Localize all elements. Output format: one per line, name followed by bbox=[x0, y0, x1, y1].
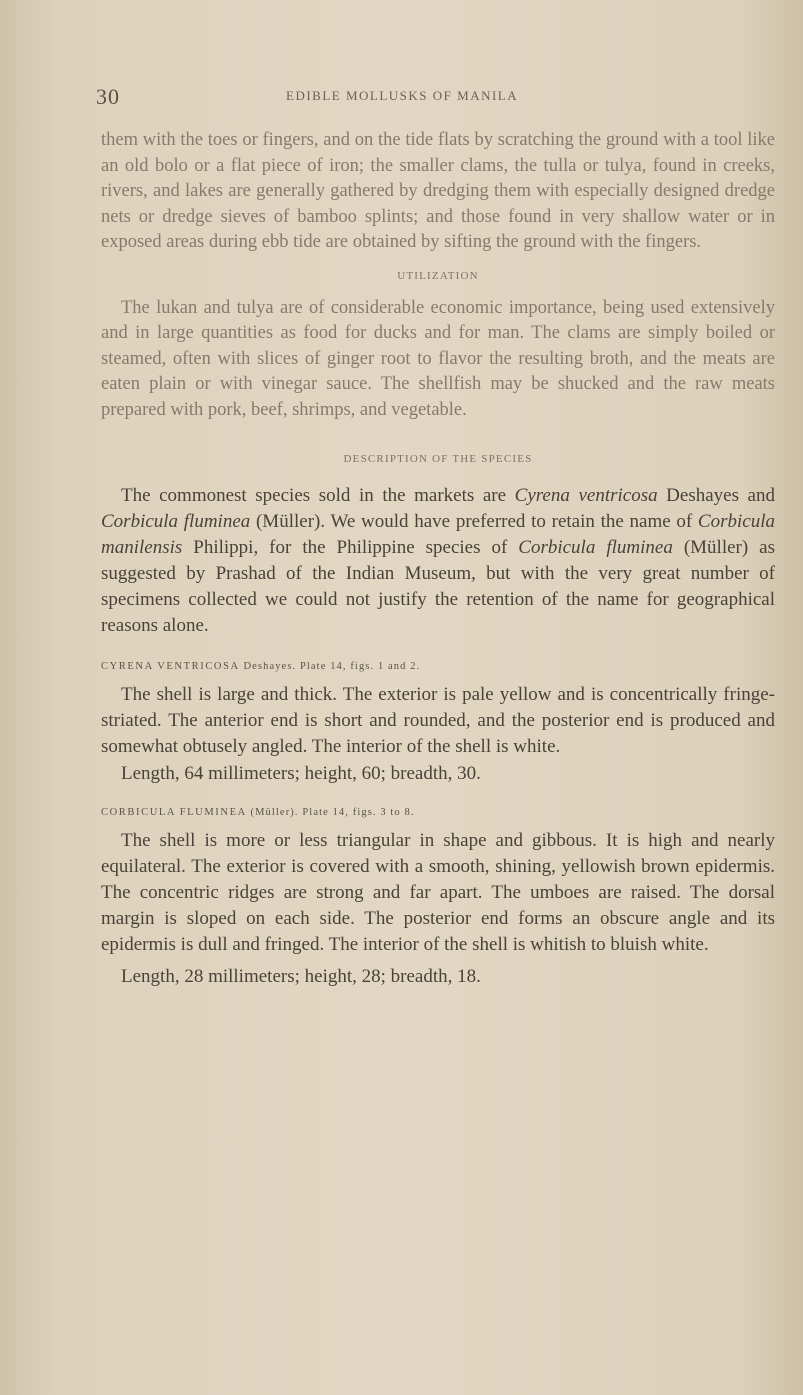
species-description-cyrena: The shell is large and thick. The exterior is pale yellow and is concentrically fringe-striated. The anterior end is short and rounded, and the posterior end is produced and somewhat obtusely angled. The interior of the shell is white. bbox=[101, 684, 775, 757]
species-heading-corbicula bbox=[101, 807, 775, 818]
utilization-heading: UTILIZATION bbox=[397, 269, 479, 282]
description-text-2: Deshayes and bbox=[657, 485, 775, 506]
species-heading-plate: Plate 14, figs. 3 to 8. bbox=[302, 807, 415, 818]
description-text-3: (Müller). We would have preferred to retain the name of bbox=[250, 511, 698, 532]
page-number: 30 bbox=[96, 84, 120, 109]
species-name-cyrena: Cyrena ventricosa bbox=[514, 485, 658, 506]
intro-paragraph: them with the toes or fingers, and on the tide flats by scratching the ground with a tool like an old bolo or a flat piece of iron; the smaller clams, the tulla or tulya, found in creeks, rivers, and lakes are generally gathered by dredging them with especially designed dredge nets or dredge sieves of bamboo splints; and those found in very shallow water or in exposed areas during ebb tide are obtained by sifting the ground with the fingers. bbox=[101, 130, 775, 252]
species-name-corbicula-fluminea: Corbicula fluminea bbox=[101, 511, 251, 532]
page-body bbox=[101, 128, 775, 990]
species-heading-name: CORBICULA FLUMINEA bbox=[101, 807, 247, 818]
species-description-corbicula: The shell is more or less triangular in shape and gibbous. It is high and nearly equilateral. The exterior is covered with a smooth, shining, yellowish brown epidermis. The concentric ridges are strong and far apart. The umboes are raised. The dorsal margin is sloped on each side. The posterior end forms an obscure angle and its epidermis is dull and fringed. The interior of the shell is whitish to bluish white. bbox=[101, 830, 775, 955]
description-text-4: Philippi, for the Philippine species of bbox=[182, 537, 519, 558]
species-heading-author: (Müller). bbox=[250, 807, 299, 818]
description-text-1: The commonest species sold in the markets are bbox=[121, 485, 515, 506]
species-name-corbicula-fluminea-2: Corbicula fluminea bbox=[518, 537, 673, 558]
utilization-paragraph: The lukan and tulya are of considerable economic importance, being used extensively and in large quantities as food for ducks and for man. The clams are simply boiled or steamed, often with slices of ginger root to flavor the resulting broth, and the meats are eaten plain or with vinegar sauce. The shellfish may be shucked and the raw meats prepared with pork, beef, shrimps, and vegetable. bbox=[101, 297, 775, 420]
description-paragraph bbox=[101, 483, 775, 639]
species-heading-cyrena bbox=[101, 661, 775, 672]
species-name-corbicula-manilensis: Corbicula manilensis bbox=[101, 511, 775, 558]
species-heading-plate: Plate 14, figs. 1 and 2. bbox=[299, 661, 421, 672]
running-head: EDIBLE MOLLUSKS OF MANILA bbox=[286, 88, 519, 103]
species-measurements-corbicula: Length, 28 millimeters; height, 28; breadth, 18. bbox=[121, 966, 481, 987]
species-measurements-cyrena: Length, 64 millimeters; height, 60; breadth, 30. bbox=[121, 763, 481, 784]
description-heading: DESCRIPTION OF THE SPECIES bbox=[343, 453, 533, 465]
species-heading-author: Deshayes. bbox=[243, 661, 297, 672]
page-header bbox=[96, 84, 776, 110]
description-text-5: (Müller) as suggested by Prashad of the Indian Museum, but with the very great number of specimens collected we could not justify the retention of the name for geographical reasons alone. bbox=[101, 537, 775, 636]
species-heading-name: CYRENA VENTRICOSA bbox=[101, 661, 240, 672]
